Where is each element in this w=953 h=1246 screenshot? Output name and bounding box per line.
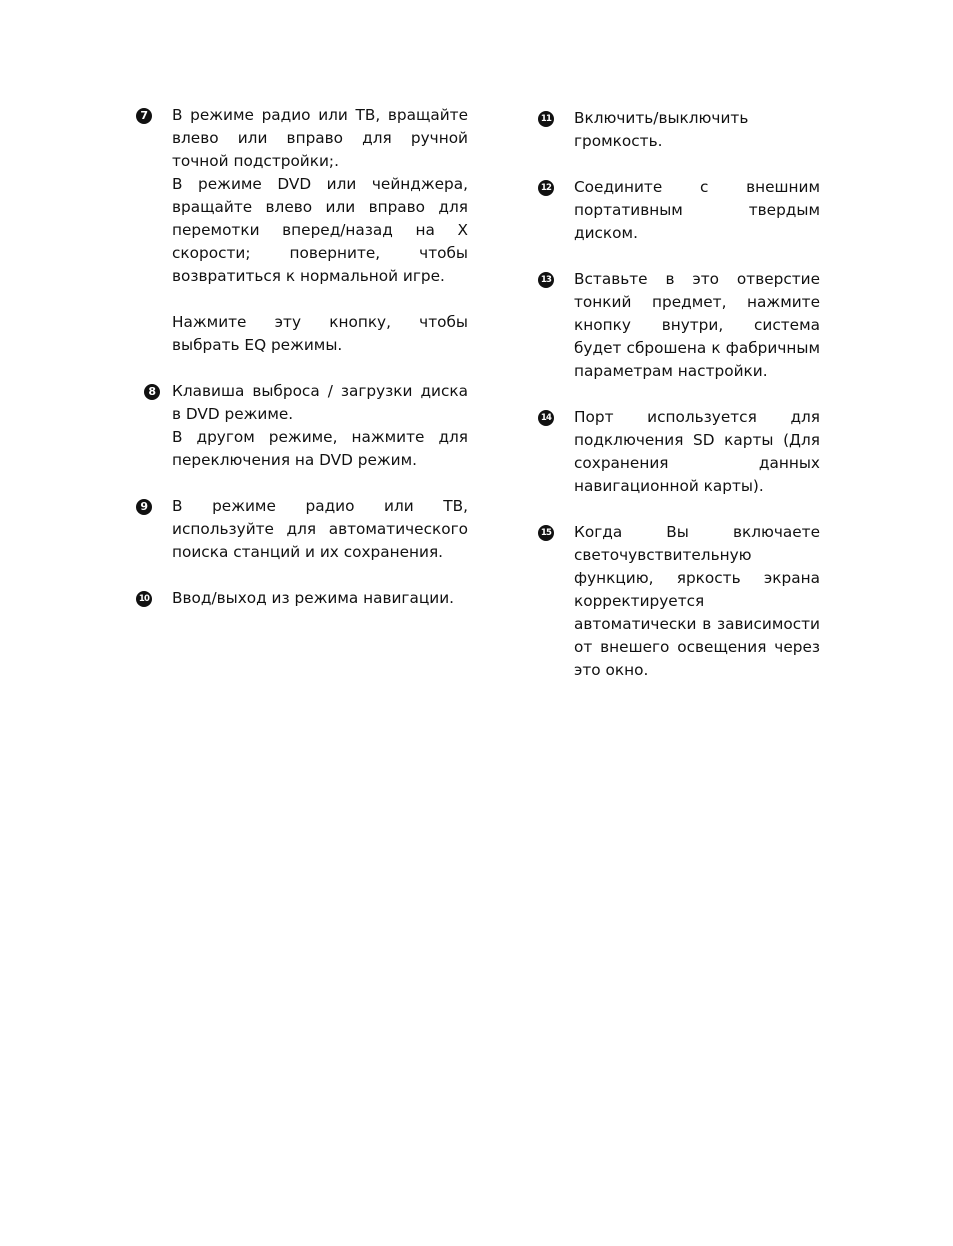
left-column [136,104,468,610]
number-badge-14: 14 [538,410,554,426]
list-item-15 [538,521,820,682]
item-11-paragraph-1: Включить/выключить громкость. [574,109,749,150]
list-item-9 [136,495,468,564]
list-item-14 [538,406,820,498]
item-8-paragraph-1: Клавиша выброса / загрузки диска в DVD режиме. [172,382,468,423]
list-item-12 [538,176,820,245]
list-item-11 [538,107,820,153]
number-badge-10: 10 [136,591,152,607]
item-8-paragraph-2: В другом режиме, нажмите для переключения на DVD режим. [172,428,468,469]
item-15-paragraph-1: Когда Вы включаете светочувствительную функцию, яркость экрана корректируется автоматически в зависимости от внешего освещения через это окно. [574,523,820,679]
item-7-paragraph-2: В режиме DVD или чейнджера, вращайте влево или вправо для перемотки вперед/назад на X скорости; поверните, чтобы возвратиться к нормальной игре. [172,175,468,285]
list-item-7 [136,104,468,357]
item-7-paragraph-3: Нажмите эту кнопку, чтобы выбрать EQ режимы. [172,313,468,354]
item-14-paragraph-1: Порт используется для подключения SD карты (Для сохранения данных навигационной карты). [574,408,820,495]
number-badge-15: 15 [538,525,554,541]
list-item-10 [136,587,468,610]
item-13-paragraph-1: Вставьте в это отверстие тонкий предмет, нажмите кнопку внутри, система будет сброшена к фабричным параметрам настройки. [574,270,820,380]
number-badge-8: 8 [144,384,160,400]
list-item-8 [136,380,468,472]
item-7-paragraph-1: В режиме радио или ТВ, вращайте влево или вправо для ручной точной подстройки;. [172,106,468,170]
item-12-paragraph-1: Соедините с внешним портативным твердым диском. [574,178,820,242]
number-badge-9: 9 [136,499,152,515]
number-badge-7: 7 [136,108,152,124]
list-item-13 [538,268,820,383]
right-column [538,104,820,682]
number-badge-12: 12 [538,180,554,196]
number-badge-11: 11 [538,111,554,127]
number-badge-13: 13 [538,272,554,288]
item-9-paragraph-1: В режиме радио или ТВ, используйте для автоматического поиска станций и их сохранения. [172,497,468,561]
item-10-paragraph-1: Ввод/выход из режима навигации. [172,589,454,607]
